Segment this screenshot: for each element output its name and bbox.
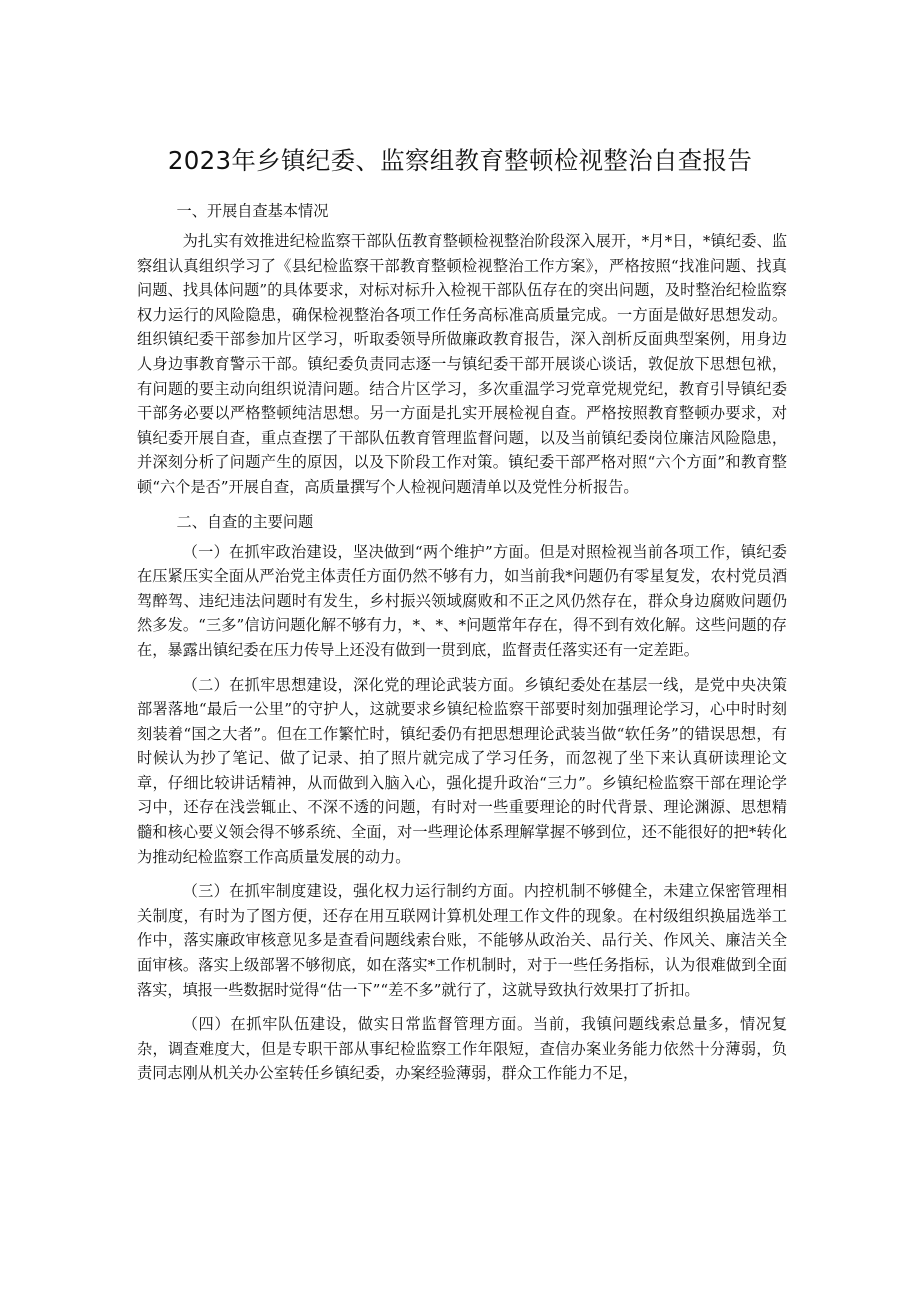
section-heading-2: 二、自查的主要问题 bbox=[176, 512, 314, 531]
document-body bbox=[137, 196, 787, 1086]
problem-item-4: （四）在抓牢队伍建设，做实日常监督管理方面。当前，我镇问题线索总量多，情况复杂，调查难度大，但是专职干部从事纪检监察工作年限短，查信办案业务能力依然十分薄弱，负责同志刚从机关办公室转任乡镇纪委，办案经验薄弱，群众工作能力不足， bbox=[137, 1015, 787, 1083]
section-1-paragraph: 为扎实有效推进纪检监察干部队伍教育整顿检视整治阶段深入展开，*月*日，*镇纪委、监察组认真组织学习了《县纪检监察干部教育整顿检视整治工作方案》，严格按照“找准问题、找真问题、找具体问题”的具体要求，对标对标升入检视干部队伍存在的突出问题，及时整治纪检监察权力运行的风险隐患，确保检视整治各项工作任务高标准高质量完成。一方面是做好思想发动。组织镇纪委干部参加片区学习，听取委领导所做廉政教育报告，深入剖析反面典型案例，用身边人身边事教育警示干部。镇纪委负责同志逐一与镇纪委干部开展谈心谈话，敦促放下思想包袱，有问题的要主动向组织说清问题。结合片区学习，多次重温学习党章党规党纪，教育引导镇纪委干部务必要以严格整顿纯洁思想。另一方面是扎实开展检视自查。严格按照教育整顿办要求，对镇纪委开展自查，重点查摆了干部队伍教育管理监督问题，以及当前镇纪委岗位廉洁风险隐患，并深刻分析了问题产生的原因，以及下阶段工作对策。镇纪委干部严格对照“六个方面”和教育整顿“六个是否”开展自查，高质量撰写个人检视问题清单以及党性分析报告。 bbox=[137, 232, 787, 496]
document-title: 2023年乡镇纪委、监察组教育整顿检视整治自查报告 bbox=[167, 146, 753, 175]
problem-item-3: （三）在抓牢制度建设，强化权力运行制约方面。内控机制不够健全，未建立保密管理相关制度，有时为了图方便，还存在用互联网计算机处理工作文件的现象。在村级组织换届选举工作中，落实廉政审核意见多是查看问题线索台账，不能够从政治关、品行关、作风关、廉洁关全面审核。落实上级部署不够彻底，如在落实*工作机制时，对于一些任务指标，认为很难做到全面落实，填报一些数据时觉得“估一下”“差不多”就行了，这就导致执行效果打了折扣。 bbox=[137, 882, 787, 999]
section-heading-1: 一、开展自查基本情况 bbox=[176, 202, 329, 220]
problem-item-2: （二）在抓牢思想建设，深化党的理论武装方面。乡镇纪委处在基层一线，是党中央决策部署落地“最后一公里”的守护人，这就要求乡镇纪检监察干部要时刻加强理论学习，心中时时刻刻装着“国之大者”。但在工作繁忙时，镇纪委仍有把思想理论武装当做“软任务”的错误思想，有时候认为抄了笔记、做了记录、拍了照片就完成了学习任务，而忽视了坐下来认真研读理论文章，仔细比较讲话精神，从而做到入脑入心，强化提升政治“三力”。乡镇纪检监察干部在理论学习中，还存在浅尝辄止、不深不透的问题，有时对一些重要理论的时代背景、理论渊源、思想精髓和核心要义领会得不够系统、全面，对一些理论体系理解掌握不够到位，还不能很好的把*转化为推动纪检监察工作高质量发展的动力。 bbox=[137, 675, 787, 866]
problem-item-1: （一）在抓牢政治建设，坚决做到“两个维护”方面。但是对照检视当前各项工作，镇纪委在压紧压实全面从严治党主体责任方面仍然不够有力，如当前我*问题仍有零星复发，农村党员酒驾醉驾、违纪违法问题时有发生，乡村振兴领域腐败和不正之风仍然存在，群众身边腐败问题仍然多发。“三多”信访问题化解不够有力，*、*、*问题常年存在，得不到有效化解。这些问题的存在，暴露出镇纪委在压力传导上还没有做到一贯到底，监督责任落实还有一定差距。 bbox=[137, 542, 787, 659]
